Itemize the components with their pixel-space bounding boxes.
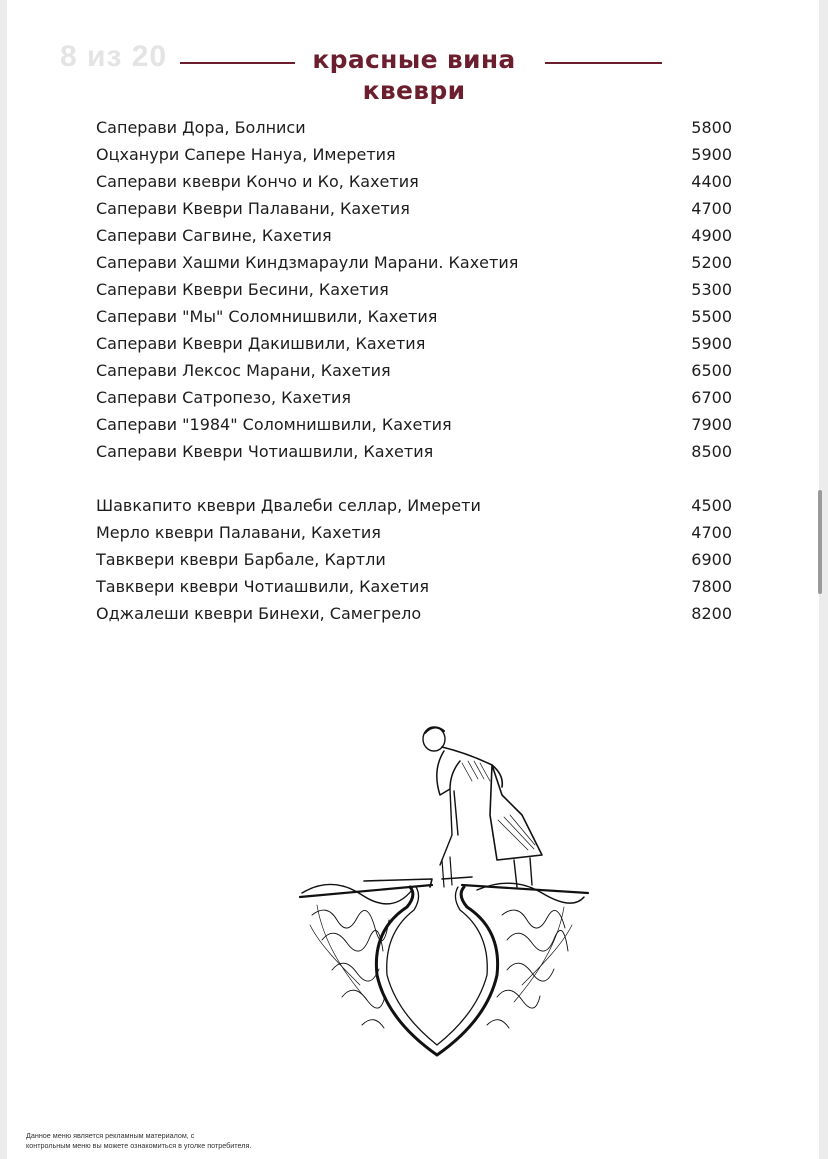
wine-item <box>96 222 732 249</box>
wine-name: Саперави Хашми Киндзмараули Марани. Кахетия <box>96 253 519 272</box>
wine-price: 5200 <box>691 253 732 272</box>
wine-name: Саперави Сагвине, Кахетия <box>96 226 332 245</box>
wine-item <box>96 357 732 384</box>
wine-price: 5300 <box>691 280 732 299</box>
wine-name: Саперави квеври Кончо и Ко, Кахетия <box>96 172 419 191</box>
section-title-line2: квеври <box>362 76 466 105</box>
wine-price: 6900 <box>691 550 732 569</box>
wine-price: 7900 <box>691 415 732 434</box>
scrollbar-thumb[interactable] <box>818 490 822 594</box>
disclaimer-line2: контрольным меню вы можете ознакомиться в уголке потребителя. <box>26 1141 252 1150</box>
wine-item <box>96 411 732 438</box>
wine-price: 8500 <box>691 442 732 461</box>
wine-name: Саперави Квеври Палавани, Кахетия <box>96 199 410 218</box>
wine-name: Саперави "1984" Соломнишвили, Кахетия <box>96 415 452 434</box>
page-counter: 8 из 20 <box>60 40 168 73</box>
wine-name: Саперави Квеври Дакишвили, Кахетия <box>96 334 426 353</box>
wine-item <box>96 303 732 330</box>
wine-price: 8200 <box>691 604 732 623</box>
wine-name: Саперави Квеври Чотиашвили, Кахетия <box>96 442 434 461</box>
wine-price: 5800 <box>691 118 732 137</box>
wine-item <box>96 114 732 141</box>
section-title-line1: красные вина <box>312 45 516 74</box>
wine-item <box>96 438 732 465</box>
wine-item <box>96 330 732 357</box>
wine-list <box>96 114 732 627</box>
wine-name: Оджалеши квеври Бинехи, Самегрело <box>96 604 422 623</box>
wine-item <box>96 519 732 546</box>
wine-price: 5500 <box>691 307 732 326</box>
wine-item <box>96 384 732 411</box>
wine-name: Мерло квеври Палавани, Кахетия <box>96 523 381 542</box>
wine-name: Оцханури Сапере Нануа, Имеретия <box>96 145 396 164</box>
wine-item <box>96 573 732 600</box>
wine-name: Саперави Лексос Марани, Кахетия <box>96 361 391 380</box>
wine-price: 4700 <box>691 523 732 542</box>
wine-item <box>96 546 732 573</box>
disclaimer-line1: Данное меню является рекламным материалом, с <box>26 1131 195 1140</box>
wine-name: Саперави Сатропезо, Кахетия <box>96 388 351 407</box>
wine-item <box>96 600 732 627</box>
wine-name: Тавквери квеври Чотиашвили, Кахетия <box>96 577 429 596</box>
wine-name: Шавкапито квеври Двалеби селлар, Имерети <box>96 496 481 515</box>
wine-item <box>96 249 732 276</box>
wine-price: 5900 <box>691 334 732 353</box>
wine-item <box>96 141 732 168</box>
wine-price: 4900 <box>691 226 732 245</box>
wine-name: Саперави "Мы" Соломнишвили, Кахетия <box>96 307 438 326</box>
wine-price: 6500 <box>691 361 732 380</box>
group-spacer <box>96 465 732 492</box>
wine-name: Тавквери квеври Барбале, Картли <box>96 550 386 569</box>
wine-price: 4700 <box>691 199 732 218</box>
wine-price: 4400 <box>691 172 732 191</box>
wine-price: 7800 <box>691 577 732 596</box>
wine-price: 4500 <box>691 496 732 515</box>
section-title <box>0 44 828 106</box>
wine-name: Саперави Квеври Бесини, Кахетия <box>96 280 389 299</box>
wine-name: Саперави Дора, Болниси <box>96 118 306 137</box>
wine-item <box>96 492 732 519</box>
wine-price: 6700 <box>691 388 732 407</box>
wine-item <box>96 276 732 303</box>
wine-price: 5900 <box>691 145 732 164</box>
disclaimer-note <box>26 1131 251 1151</box>
wine-item <box>96 168 732 195</box>
woman-with-qvevri-illustration-icon <box>292 725 592 1070</box>
wine-item <box>96 195 732 222</box>
